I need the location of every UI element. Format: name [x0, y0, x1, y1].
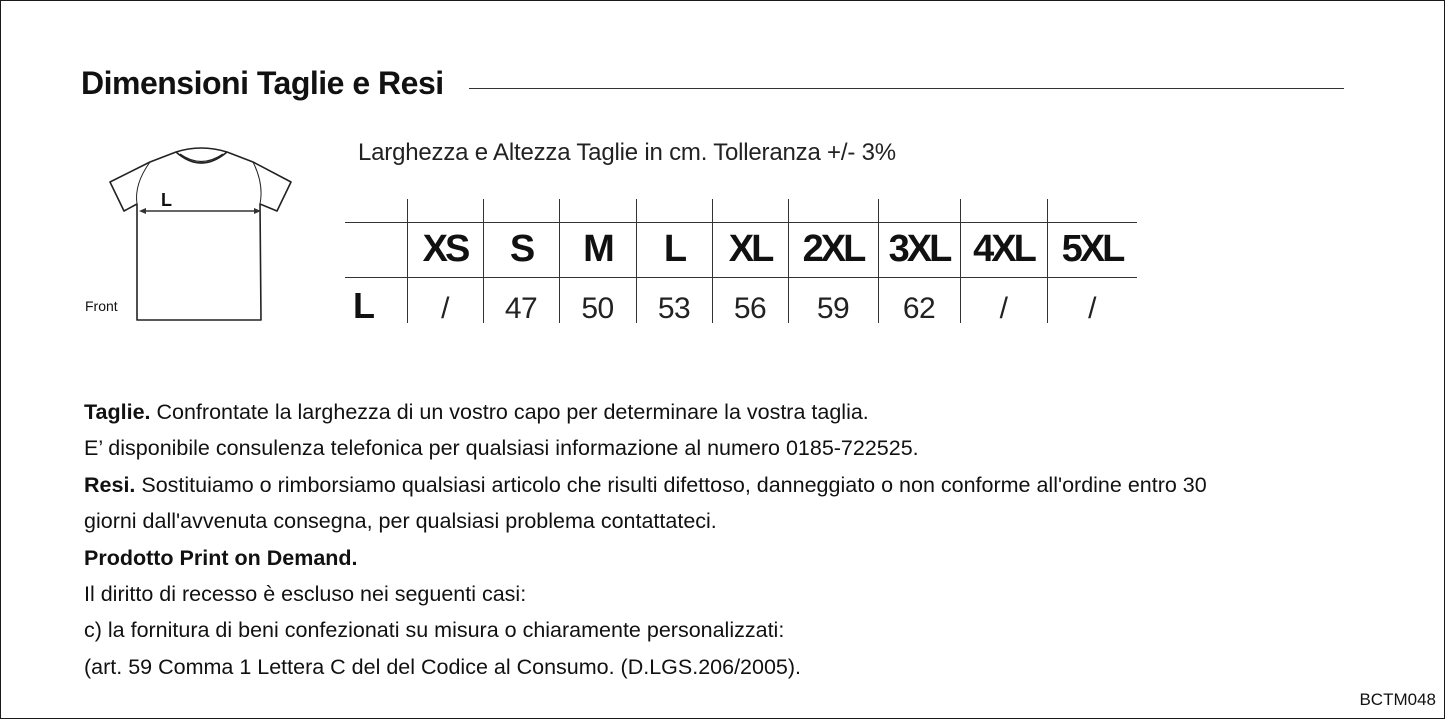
- info-line: [84, 540, 1384, 576]
- column-divider: [1047, 199, 1048, 323]
- info-line: [84, 467, 1384, 503]
- size-header-xs: XS: [422, 228, 468, 270]
- info-line-bold: Prodotto Print on Demand.: [84, 545, 358, 570]
- info-line: [84, 649, 1384, 685]
- info-line-text: Il diritto di recesso è escluso nei seguenti casi:: [84, 581, 527, 606]
- column-divider: [483, 199, 484, 323]
- info-line: [84, 612, 1384, 648]
- info-line-bold: Resi.: [84, 472, 136, 497]
- width-value-2xl: 59: [816, 292, 850, 325]
- chart-subtitle: Larghezza e Altezza Taglie in cm. Tolleranza +/- 3%: [358, 139, 896, 166]
- view-label: Front: [85, 298, 118, 314]
- measure-letter: L: [161, 190, 172, 210]
- width-value-xs: /: [441, 292, 449, 325]
- table-top-rule: [345, 222, 1137, 223]
- info-line: [84, 430, 1384, 466]
- width-value-l: 53: [657, 292, 691, 325]
- size-header-m: M: [583, 228, 612, 270]
- row-label-width: L: [353, 285, 375, 326]
- column-divider: [878, 199, 879, 323]
- column-divider: [559, 199, 560, 323]
- info-section: [84, 394, 1384, 685]
- info-line-text: (art. 59 Comma 1 Lettera C del del Codice al Consumo. (D.LGS.206/2005).: [84, 654, 802, 679]
- size-header-2xl: 2XL: [802, 228, 864, 270]
- info-line: [84, 394, 1384, 430]
- info-line: [84, 503, 1384, 539]
- size-header-xl: XL: [728, 228, 772, 270]
- width-value-4xl: /: [999, 292, 1008, 325]
- width-value-m: 50: [581, 292, 614, 325]
- info-line-text: Sostituiamo o rimborsiamo qualsiasi articolo che risulti difettoso, danneggiato o non conforme all'ordine entro 30: [135, 472, 1207, 497]
- info-line-text: E’ disponibile consulenza telefonica per qualsiasi informazione al numero 0185-722525.: [84, 436, 919, 461]
- info-line-bold: Taglie.: [84, 400, 151, 424]
- column-divider: [636, 199, 637, 323]
- table-mid-rule: [345, 277, 1137, 278]
- size-header-3xl: 3XL: [888, 228, 950, 270]
- title-divider: [469, 88, 1344, 89]
- column-divider: [960, 199, 961, 323]
- column-divider: [712, 199, 713, 323]
- width-value-s: 47: [504, 292, 538, 325]
- tshirt-front-icon: [101, 144, 301, 324]
- size-header-4xl: 4XL: [973, 228, 1034, 270]
- info-line: [84, 576, 1384, 612]
- size-header-5xl: 5XL: [1061, 228, 1123, 270]
- column-divider: [407, 199, 408, 323]
- page-title: Dimensioni Taglie e Resi: [81, 65, 444, 101]
- product-code: BCTM048: [1359, 690, 1436, 709]
- info-line-text: c) la fornitura di beni confezionati su misura o chiaramente personalizzati:: [84, 618, 785, 643]
- column-divider: [788, 199, 789, 323]
- size-header-s: S: [509, 228, 533, 270]
- width-value-xl: 56: [733, 292, 767, 325]
- width-value-5xl: /: [1088, 292, 1096, 325]
- info-line-text: giorni dall'avvenuta consegna, per qualsiasi problema contattateci.: [84, 509, 717, 534]
- width-value-3xl: 62: [902, 292, 936, 325]
- info-line-text: Confrontate la larghezza di un vostro capo per determinare la vostra taglia.: [150, 400, 869, 424]
- size-header-l: L: [663, 228, 685, 270]
